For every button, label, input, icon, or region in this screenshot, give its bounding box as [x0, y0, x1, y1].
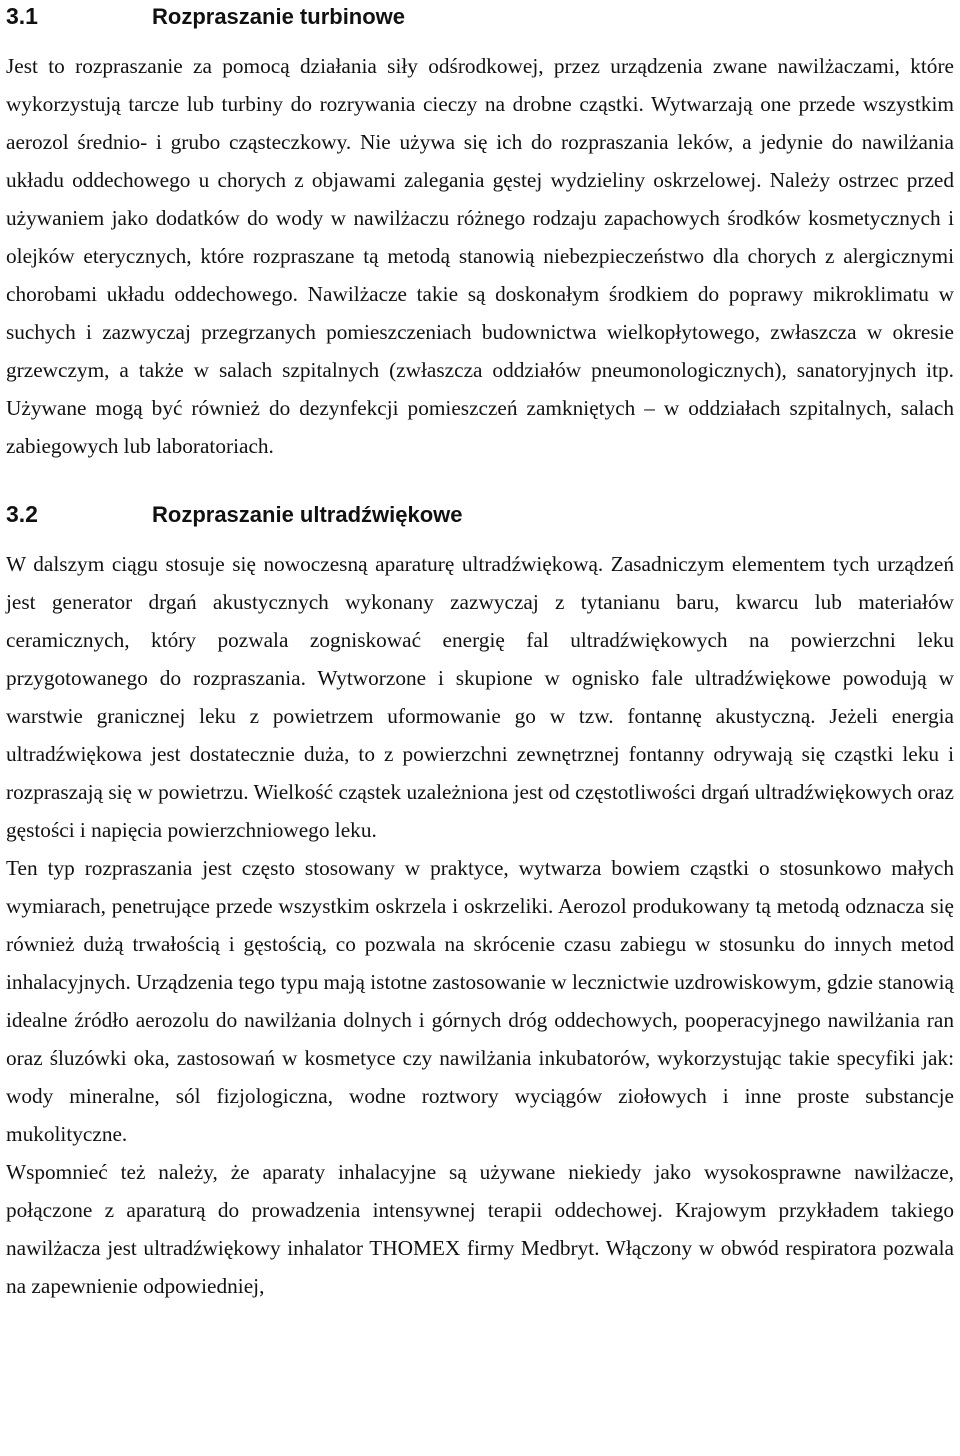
section-heading — [6, 499, 954, 545]
section-title: Rozpraszanie turbinowe — [152, 4, 406, 29]
paragraph: Ten typ rozpraszania jest często stosowany w praktyce, wytwarza bowiem cząstki o stosunkowo małych wymiarach, penetrujące przede wszystkim oskrzela i oskrzeliki. Aerozol produkowany tą metodą odznacza się również dużą trwałością i gęstością, co pozwala na skrócenie czasu zabiegu w stosunku do innych metod inhalacyjnych. Urządzenia tego typu mają istotne zastosowanie w lecznictwie uzdrowiskowym, gdzie stanowią idealne źródło aerozolu do nawilżania dolnych i górnych dróg oddechowych, pooperacyjnego nawilżania ran oraz śluzówki oka, zastosowań w kosmetyce czy nawilżania inkubatorów, wykorzystując takie specyfiki jak: wody mineralne, sól fizjologiczna, wodne roztwory wyciągów ziołowych i inne proste substancje mukolityczne. — [6, 856, 954, 1146]
section-title: Rozpraszanie ultradźwiękowe — [152, 502, 463, 527]
document-page — [6, 0, 954, 1305]
section-number: 3.2 — [6, 501, 38, 527]
section-heading — [6, 1, 954, 47]
section-number: 3.1 — [6, 3, 38, 29]
paragraph: W dalszym ciągu stosuje się nowoczesną aparaturę ultradźwiękową. Zasadniczym elementem tych urządzeń jest generator drgań akustycznych wykonany zazwyczaj z tytanianu baru, kwarcu lub materiałów ceramicznych, który pozwala zogniskować energię fal ultradźwiękowych na powierzchni leku przygotowanego do rozpraszania. Wytworzone i skupione w ognisko fale ultradźwiękowe powodują w warstwie granicznej leku z powietrzem uformowanie go w tzw. fontannę akustyczną. Jeżeli energia ultradźwiękowa jest dostatecznie duża, to z powierzchni zewnętrznej fontanny odrywają się cząstki leku i rozpraszają się w powietrzu. Wielkość cząstek uzależniona jest od częstotliwości drgań ultradźwiękowych oraz gęstości i napięcia powierzchniowego leku. — [6, 552, 954, 842]
paragraph: Jest to rozpraszanie za pomocą działania siły odśrodkowej, przez urządzenia zwane nawilżaczami, które wykorzystują tarcze lub turbiny do rozrywania cieczy na drobne cząstki. Wytwarzają one przede wszystkim aerozol średnio- i grubo cząsteczkowy. Nie używa się ich do rozpraszania leków, a jedynie do nawilżania układu oddechowego u chorych z objawami zalegania gęstej wydzieliny oskrzelowej. Należy ostrzec przed używaniem jako dodatków do wody w nawilżaczu różnego rodzaju zapachowych środków kosmetycznych i olejków eterycznych, które rozpraszane tą metodą stanowią niebezpieczeństwo dla chorych z alergicznymi chorobami układu oddechowego. Nawilżacze takie są doskonałym środkiem do poprawy mikroklimatu w suchych i zazwyczaj przegrzanych pomieszczeniach budownictwa wielkopłytowego, zwłaszcza w okresie grzewczym, a także w salach szpitalnych (zwłaszcza oddziałów pneumonologicznych), sanatoryjnych itp. Używane mogą być również do dezynfekcji pomieszczeń zamkniętych – w oddziałach szpitalnych, salach zabiegowych lub laboratoriach. — [6, 54, 954, 458]
paragraph: Wspomnieć też należy, że aparaty inhalacyjne są używane niekiedy jako wysokosprawne nawilżacze, połączone z aparaturą do prowadzenia intensywnej terapii oddechowej. Krajowym przykładem takiego nawilżacza jest ultradźwiękowy inhalator THOMEX firmy Medbryt. Włączony w obwód respiratora pozwala na zapewnienie odpowiedniej, — [6, 1160, 954, 1298]
